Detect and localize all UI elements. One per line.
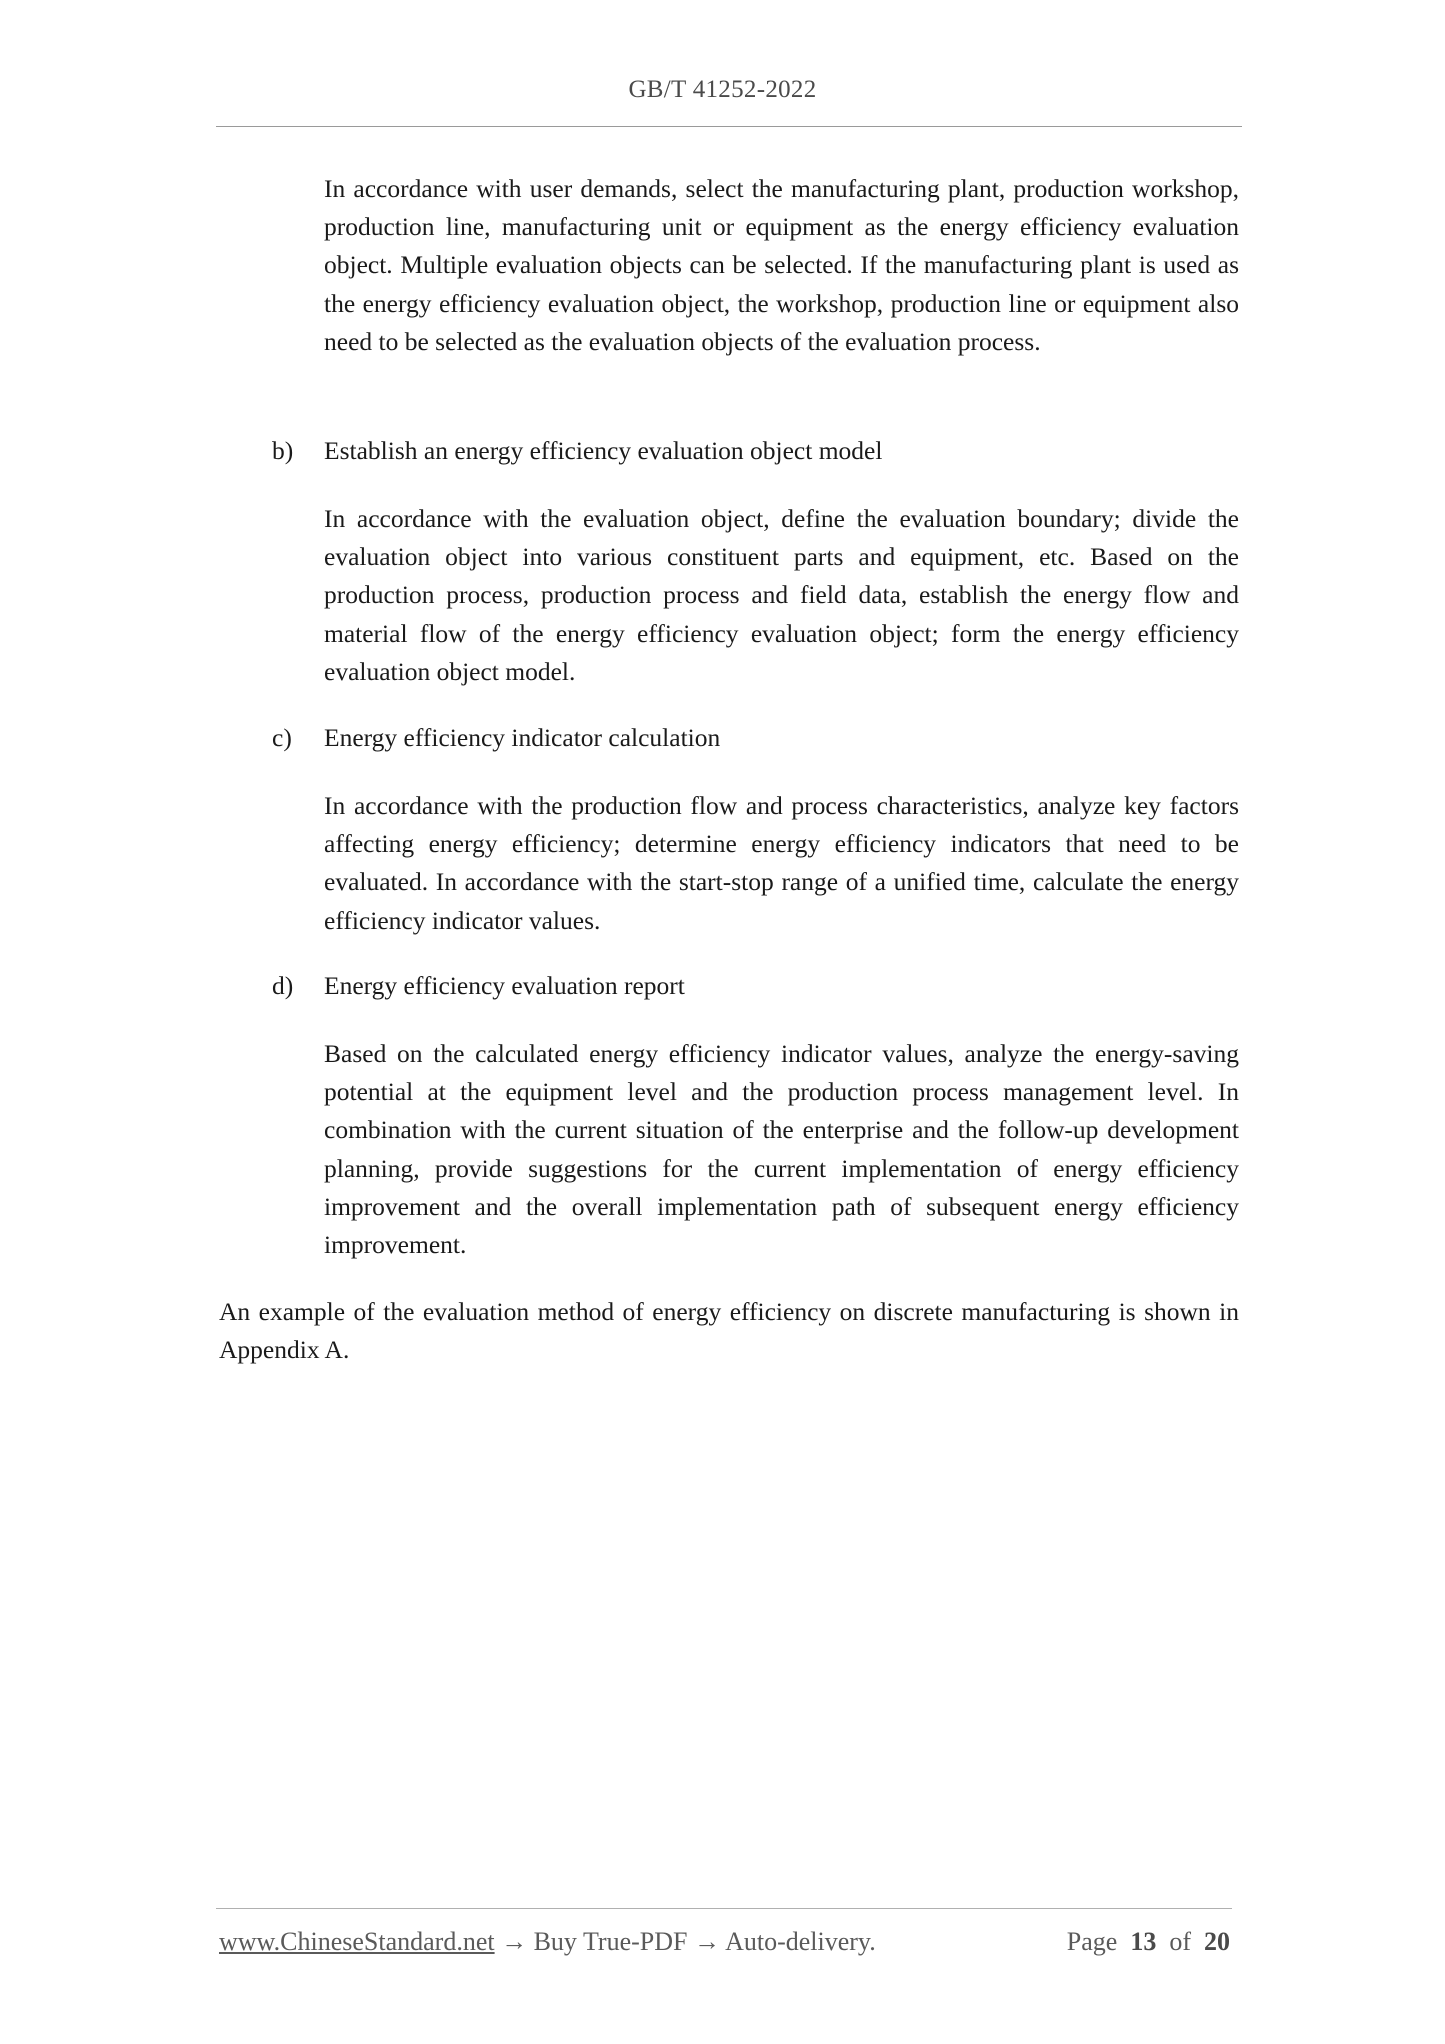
list-title-d: Energy efficiency evaluation report (324, 971, 685, 1000)
of-label: of (1169, 1927, 1191, 1956)
list-title-b: Establish an energy efficiency evaluation object model (324, 436, 883, 465)
arrow-icon: → (694, 1927, 720, 1956)
paragraph-d-body: Based on the calculated energy efficiency indicator values, analyze the energy-saving potential at the equipment level and the production process management level. In combination with the current situation of the enterprise and the follow-up development planning, provide suggestions for the current implementation of energy efficiency improvement and the overall implementation path of subsequent energy efficiency improvement. (324, 1039, 1239, 1260)
document-code: GB/T 41252-2022 (628, 76, 817, 103)
auto-delivery-text: Auto-delivery. (725, 1927, 876, 1956)
footer-promo (219, 1927, 876, 1957)
list-marker-c: c) (272, 723, 292, 752)
paragraph-a-body: In accordance with user demands, select the manufacturing plant, production workshop, production line, manufacturing unit or equipment as the energy efficiency evaluation object. Multiple evaluation objects can be selected. If the manufacturing plant is used as the energy efficiency evaluation object, the workshop, production line or equipment also need to be selected as the evaluation objects of the evaluation process. (324, 174, 1239, 356)
list-marker-b: b) (272, 436, 294, 465)
website-link[interactable]: www.ChineseStandard.net (219, 1927, 495, 1956)
total-pages: 20 (1204, 1927, 1230, 1956)
page-number: 13 (1130, 1927, 1157, 1956)
arrow-icon: → (501, 1927, 528, 1956)
list-item-d (272, 967, 685, 1005)
footer-divider (216, 1908, 1232, 1909)
list-title-c: Energy efficiency indicator calculation (324, 723, 721, 752)
closing-paragraph: An example of the evaluation method of energy efficiency on discrete manufacturing is shown in Appendix A. (219, 1297, 1239, 1365)
list-marker-d: d) (272, 971, 294, 1000)
paragraph-c-body: In accordance with the production flow and process characteristics, analyze key factors affecting energy efficiency; determine energy efficiency indicators that need to be evaluated. In accordance with the start-stop range of a unified time, calculate the energy efficiency indicator values. (324, 791, 1239, 935)
page-label: Page (1066, 1927, 1118, 1956)
buy-true-pdf-text: Buy True-PDF (533, 1927, 688, 1956)
page-indicator (1067, 1927, 1230, 1957)
header-divider (216, 126, 1242, 127)
paragraph-b-body: In accordance with the evaluation object, define the evaluation boundary; divide the evaluation object into various constituent parts and equipment, etc. Based on the production process, production process and field data, establish the energy flow and material flow of the energy efficiency evaluation object; form the energy efficiency evaluation object model. (324, 504, 1239, 686)
list-item-b (272, 432, 882, 470)
list-item-c (272, 719, 720, 757)
